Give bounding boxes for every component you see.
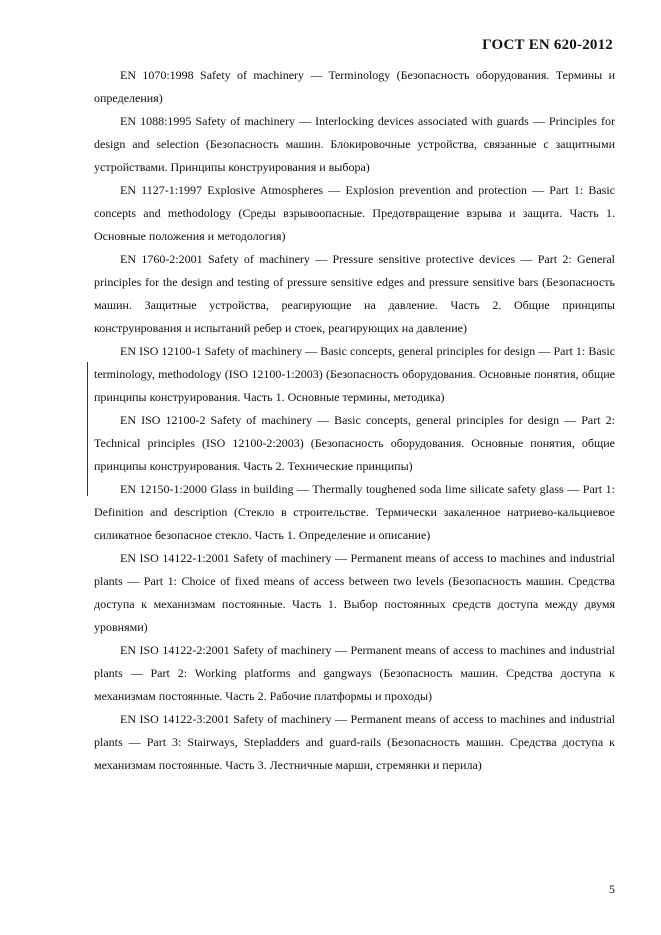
change-bar [87,362,88,496]
reference-en-iso-12100-2: EN ISO 12100-2 Safety of machinery — Basic concepts, general principles for design — Part 2: Technical principles (ISO 12100-2:2003) (Безопасность оборудования. Основные понятия, общие принципы конструирования. Часть 2. Технические принципы) [94,413,615,473]
reference-en-iso-14122-3: EN ISO 14122-3:2001 Safety of machinery — Permanent means of access to machines and industrial plants — Part 3: Stairways, Stepladders and guard-rails (Безопасность машин. Средства доступа к механизмам постоянные. Часть 3. Лестничные марши, стремянки и перила) [94,712,615,772]
reference-en-1127-1: EN 1127-1:1997 Explosive Atmospheres — Explosion prevention and protection — Part 1: Basic concepts and methodology (Среды взрывоопасные. Предотвращение взрыва и защита. Часть 1. Основные положения и методология) [94,183,615,243]
reference-en-1070: EN 1070:1998 Safety of machinery — Terminology (Безопасность оборудования. Термины и определения) [94,68,615,105]
standard-designation: ГОСТ EN 620-2012 [482,37,613,53]
reference-en-iso-14122-2: EN ISO 14122-2:2001 Safety of machinery — Permanent means of access to machines and industrial plants — Part 2: Working platforms and gangways (Безопасность машин. Средства доступа к механизмам постоянные. Часть 2. Рабочие платформы и проходы) [94,643,615,703]
references-list [94,64,615,777]
reference-en-1088: EN 1088:1995 Safety of machinery — Interlocking devices associated with guards — Principles for design and selection (Безопасность машин. Блокировочные устройства, связанные с защитными устройствами. Принципы конструирования и выбора) [94,114,615,174]
reference-en-iso-12100-1: EN ISO 12100-1 Safety of machinery — Basic concepts, general principles for design — Part 1: Basic terminology, methodology (ISO 12100-1:2003) (Безопасность оборудования. Основные понятия, общие принципы конструирования. Часть 1. Основные термины, методика) [94,344,615,404]
page-number: 5 [609,882,615,896]
reference-en-iso-14122-1: EN ISO 14122-1:2001 Safety of machinery — Permanent means of access to machines and industrial plants — Part 1: Choice of fixed means of access between two levels (Безопасность машин. Средства доступа к механизмам постоянные. Часть 1. Выбор постоянных средств доступа между двумя уровнями) [94,551,615,634]
reference-en-12150-1: EN 12150-1:2000 Glass in building — Thermally toughened soda lime silicate safety glass — Part 1: Definition and description (Стекло в строительстве. Термически закаленное натриево-кальциевое силикатное безопасное стекло. Часть 1. Определение и описание) [94,482,615,542]
reference-en-1760-2: EN 1760-2:2001 Safety of machinery — Pressure sensitive protective devices — Part 2: General principles for the design and testing of pressure sensitive edges and pressure sensitive bars (Безопасность машин. Защитные устройства, реагирующие на давление. Часть 2. Общие принципы конструирования и испытаний ребер и стоек, реагирующих на давление) [94,252,615,335]
